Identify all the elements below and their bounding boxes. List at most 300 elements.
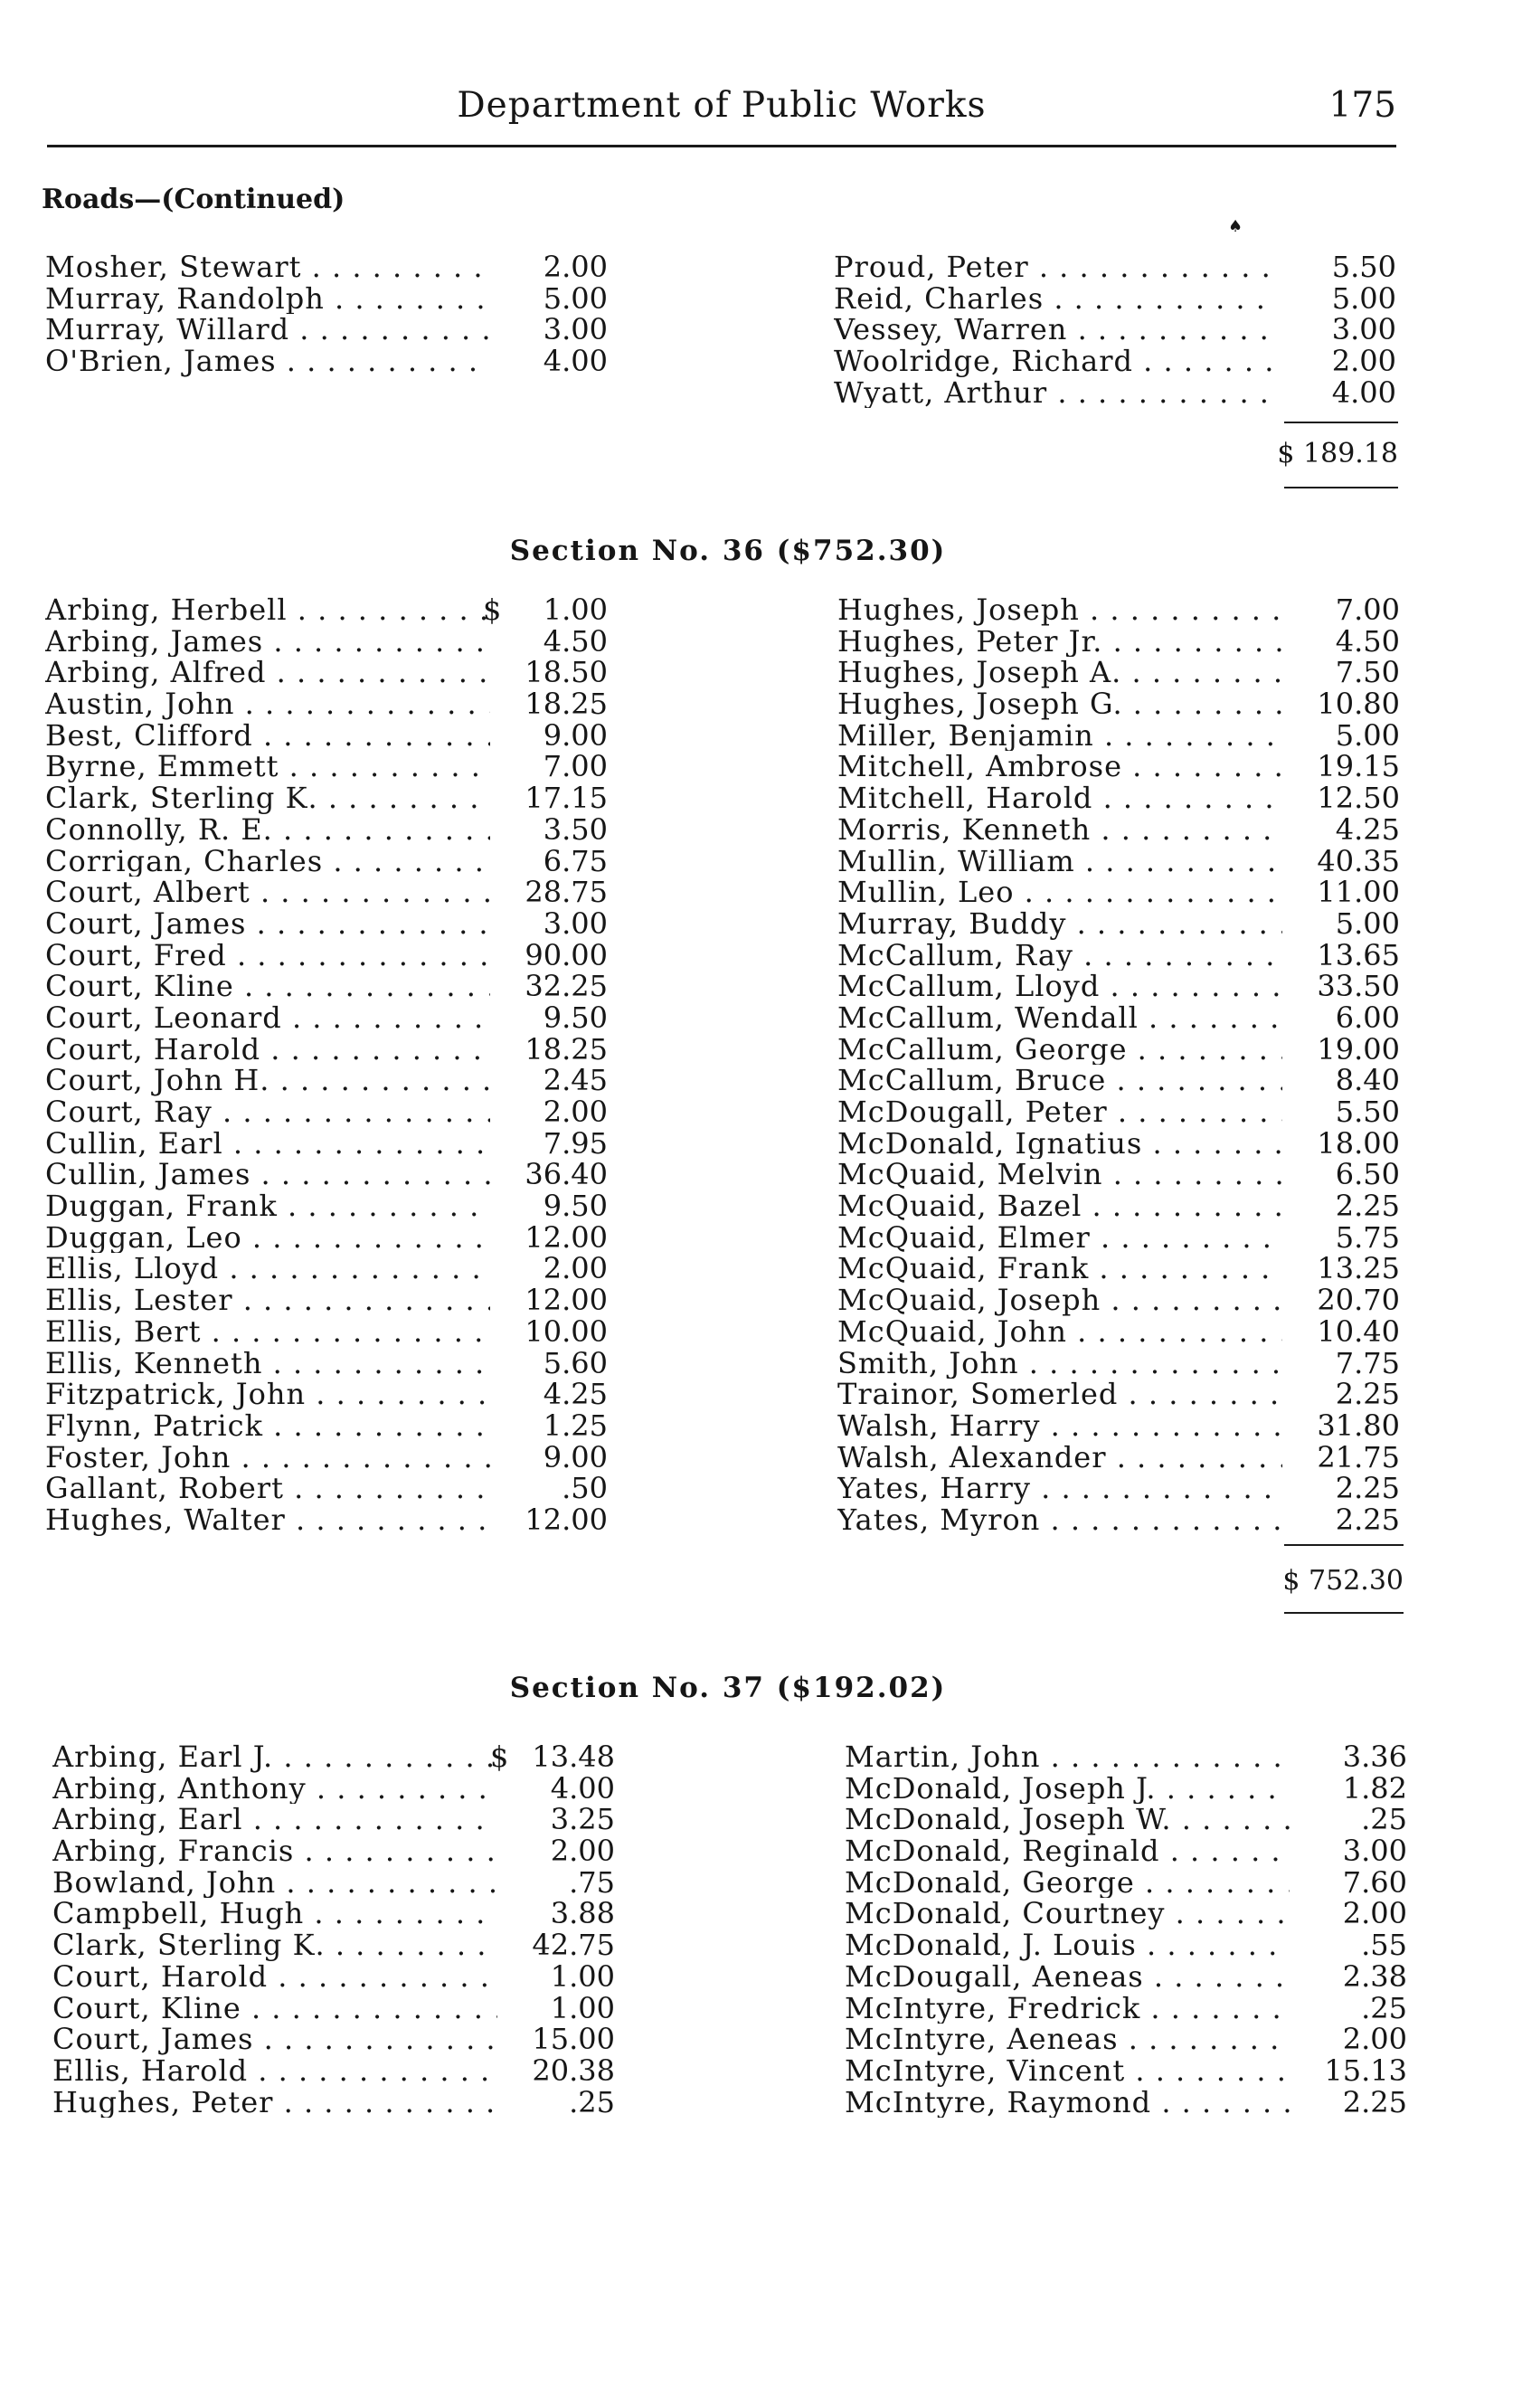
payee-name: Clark, Sterling K. . . . — [52, 1929, 497, 1961]
payment-amount: 15.13 — [1324, 2052, 1407, 2088]
payment-amount: 7.50 — [1335, 655, 1400, 690]
payee-name: Murray, Randolph . . . — [45, 283, 490, 315]
payment-amount: 3.00 — [543, 312, 608, 347]
payee-name: Woolridge, Richard . . . — [834, 346, 1279, 377]
payee-name: McCallum, Wendall . . . — [837, 1002, 1282, 1034]
payment-amount: 10.80 — [1317, 687, 1400, 722]
payment-amount: 18.25 — [525, 687, 608, 722]
ledger-row — [837, 1379, 1407, 1410]
payee-name: McDonald, Reginald . . . — [845, 1835, 1290, 1867]
roads-right-column — [834, 251, 1404, 408]
payment-amount: 18.00 — [1317, 1125, 1400, 1161]
ledger-row — [837, 717, 1407, 753]
payment-amount: 2.25 — [1335, 1502, 1400, 1537]
payee-name: Mullin, William . . . — [837, 846, 1282, 877]
payee-name: Arbing, Anthony . . . — [52, 1773, 497, 1805]
section-36-total-rule — [1284, 1544, 1404, 1546]
payee-name: McQuaid, Joseph . . . — [837, 1285, 1282, 1316]
ledger-row — [45, 1439, 615, 1474]
payment-amount: 33.50 — [1317, 969, 1400, 1004]
payee-name: Clark, Sterling K. . . . — [45, 782, 490, 814]
payment-amount: 40.35 — [1317, 843, 1400, 878]
ledger-row — [837, 1002, 1407, 1034]
ledger-row — [837, 1345, 1407, 1380]
payee-name: McIntyre, Raymond . . . — [845, 2087, 1290, 2119]
payee-name: Smith, John . . . — [837, 1348, 1282, 1379]
payee-name: Hughes, Walter . . . — [45, 1504, 490, 1536]
payment-amount: 5.60 — [543, 1345, 608, 1380]
ledger-row — [845, 2084, 1414, 2119]
payee-name: Yates, Myron . . . — [837, 1504, 1282, 1536]
payee-name: Court, Kline . . . — [52, 1993, 497, 2024]
payment-amount: 12.50 — [1317, 781, 1400, 816]
payee-name: McCallum, Lloyd . . . — [837, 971, 1282, 1002]
payee-name: McDonald, George . . . — [845, 1867, 1290, 1899]
ledger-row — [837, 782, 1407, 814]
payee-name: Duggan, Frank . . . — [45, 1190, 490, 1222]
payment-amount: 2.00 — [1342, 1896, 1407, 1931]
section-37-left-column — [52, 1741, 622, 2118]
payment-amount: 36.40 — [525, 1157, 608, 1192]
payment-amount: 2.25 — [1342, 2084, 1407, 2119]
payee-name: Ellis, Lloyd . . . — [45, 1253, 490, 1285]
payment-amount: 1.00 — [550, 1958, 615, 1994]
section-36-heading: Section No. 36 ($752.30) — [509, 535, 947, 567]
payee-name: Hughes, Peter . . . — [52, 2087, 497, 2119]
payment-amount: .25 — [1361, 1990, 1407, 2025]
payment-amount: 2.00 — [543, 1095, 608, 1129]
payment-amount: 2.25 — [1335, 1189, 1400, 1224]
ledger-row — [837, 1410, 1407, 1442]
ledger-row — [52, 2024, 622, 2055]
payee-name: McDonald, J. Louis . . . — [845, 1929, 1290, 1961]
roads-continued-heading: Roads—(Continued) — [42, 184, 345, 215]
payment-amount: 3.50 — [543, 811, 608, 847]
payment-amount: 3.25 — [550, 1802, 615, 1837]
payment-amount: 3.00 — [543, 905, 608, 941]
ledger-row — [45, 751, 615, 782]
dollar-sign: $ — [483, 593, 502, 627]
payee-name: McQuaid, Elmer . . . — [837, 1222, 1282, 1254]
ledger-row — [45, 1002, 615, 1034]
payment-amount: 32.25 — [525, 969, 608, 1004]
payee-name: Arbing, Francis . . . — [52, 1835, 497, 1867]
payee-name: McCallum, Ray . . . — [837, 940, 1282, 972]
payee-name: McCallum, Bruce . . . — [837, 1065, 1282, 1096]
payee-name: Corrigan, Charles . . . — [45, 846, 490, 877]
payment-amount: .55 — [1361, 1928, 1407, 1963]
ledger-row — [837, 811, 1407, 847]
payment-amount: 4.00 — [1331, 374, 1396, 410]
payee-name: Mosher, Stewart . . . — [45, 251, 490, 283]
payment-amount: 8.40 — [1335, 1063, 1400, 1098]
ledger-row — [52, 2052, 622, 2088]
page-header — [47, 80, 1396, 147]
payee-name: Arbing, James . . . — [45, 626, 490, 658]
ledger-row — [45, 843, 615, 878]
payee-name: Ellis, Kenneth . . . — [45, 1348, 490, 1379]
payment-amount: 90.00 — [525, 937, 608, 972]
payment-amount: 2.25 — [1335, 1377, 1400, 1412]
payment-amount: 13.48 — [532, 1740, 615, 1774]
ledger-row — [45, 280, 615, 316]
ledger-row — [834, 374, 1404, 410]
payment-amount: 4.25 — [543, 1377, 608, 1412]
ledger-row — [45, 594, 615, 626]
ledger-row — [52, 1990, 622, 2025]
payee-name: McDonald, Joseph W. . . . — [845, 1804, 1290, 1835]
ledger-row — [45, 1313, 615, 1349]
ledger-row — [837, 843, 1407, 878]
section-37-right-column — [845, 1741, 1414, 2118]
ledger-row — [845, 1958, 1414, 1994]
section-36-total: $ 752.30 — [1282, 1565, 1404, 1597]
payment-amount: 5.00 — [543, 280, 608, 316]
payee-name: Trainor, Somerled . . . — [837, 1379, 1282, 1410]
payment-amount: 2.00 — [1342, 2022, 1407, 2057]
payment-amount: 2.00 — [543, 250, 608, 284]
ledger-row — [45, 1473, 615, 1504]
payee-name: Walsh, Harry . . . — [837, 1410, 1282, 1442]
ledger-row — [837, 1190, 1407, 1222]
ledger-row — [837, 657, 1407, 688]
payee-name: Ellis, Harold . . . — [52, 2055, 497, 2087]
payment-amount: 9.50 — [543, 1189, 608, 1224]
ledger-row — [52, 1958, 622, 1994]
page-number: 175 — [1328, 85, 1396, 126]
payee-name: Court, James . . . — [45, 908, 490, 940]
payment-amount: 4.50 — [543, 623, 608, 659]
payment-amount: 2.00 — [1331, 344, 1396, 379]
payee-name: Gallant, Robert . . . — [45, 1473, 490, 1504]
payment-amount: 4.50 — [1335, 623, 1400, 659]
payee-name: Morris, Kenneth . . . — [837, 814, 1282, 846]
ledger-row — [834, 280, 1404, 316]
payment-amount: 6.75 — [543, 843, 608, 878]
payment-amount: 5.00 — [1335, 717, 1400, 753]
section-36-right-column — [837, 594, 1407, 1536]
payment-amount: .50 — [562, 1471, 608, 1506]
payment-amount: 6.00 — [1335, 1000, 1400, 1035]
ledger-row — [45, 782, 615, 814]
page-title: Department of Public Works — [457, 85, 987, 126]
payment-amount: 3.36 — [1342, 1740, 1407, 1774]
payment-amount: 19.00 — [1317, 1031, 1400, 1067]
payment-amount: 3.00 — [1331, 312, 1396, 347]
payee-name: Murray, Willard . . . — [45, 314, 490, 346]
payee-name: McQuaid, Melvin . . . — [837, 1159, 1282, 1190]
roads-left-column — [45, 251, 615, 377]
payee-name: McIntyre, Fredrick . . . — [845, 1993, 1290, 2024]
ledger-row — [837, 623, 1407, 659]
payment-amount: 1.82 — [1342, 1770, 1407, 1806]
payee-name: McIntyre, Vincent . . . — [845, 2055, 1290, 2087]
payment-amount: 7.00 — [1335, 593, 1400, 627]
payee-name: Foster, John . . . — [45, 1442, 490, 1474]
payment-amount: 1.00 — [543, 593, 608, 627]
payee-name: McDonald, Ignatius . . . — [837, 1128, 1282, 1160]
ledger-row — [837, 1473, 1407, 1504]
payee-name: McQuaid, Frank . . . — [837, 1253, 1282, 1285]
ledger-row — [45, 1031, 615, 1067]
ledger-row — [45, 623, 615, 659]
payment-amount: 17.15 — [525, 781, 608, 816]
ledger-row — [845, 1804, 1414, 1835]
ledger-row — [45, 1219, 615, 1255]
payee-name: Court, Harold . . . — [45, 1034, 490, 1066]
payee-name: Best, Clifford . . . — [45, 720, 490, 752]
payee-name: Court, Kline . . . — [45, 971, 490, 1002]
payment-amount: 2.25 — [1335, 1471, 1400, 1506]
payee-name: Miller, Benjamin . . . — [837, 720, 1282, 752]
payee-name: Hughes, Joseph A. . . . — [837, 657, 1282, 688]
payment-amount: 2.00 — [543, 1251, 608, 1286]
ledger-row — [52, 1929, 622, 1961]
payment-amount: 12.00 — [525, 1219, 608, 1255]
payee-name: Mullin, Leo . . . — [837, 877, 1282, 908]
payment-amount: 9.00 — [543, 1439, 608, 1474]
ledger-row — [837, 1219, 1407, 1255]
payee-name: Court, Ray . . . — [45, 1096, 490, 1128]
payee-name: McQuaid, Bazel . . . — [837, 1190, 1282, 1222]
ledger-row — [45, 1253, 615, 1285]
payee-name: Cullin, Earl . . . — [45, 1128, 490, 1160]
ledger-row — [45, 1504, 615, 1536]
ledger-row — [45, 717, 615, 753]
payee-name: McDonald, Joseph J. . . . — [845, 1773, 1290, 1805]
ledger-row — [45, 937, 615, 972]
payment-amount: 18.50 — [525, 655, 608, 690]
payment-amount: 13.25 — [1317, 1251, 1400, 1286]
payment-amount: 4.00 — [543, 344, 608, 379]
payment-amount: 9.00 — [543, 717, 608, 753]
ledger-row — [845, 2024, 1414, 2055]
payment-amount: 20.70 — [1317, 1283, 1400, 1318]
section-36-total-underline — [1284, 1612, 1404, 1614]
payment-amount: 7.75 — [1335, 1345, 1400, 1380]
ledger-row — [837, 688, 1407, 720]
ledger-row — [45, 877, 615, 908]
ledger-row — [845, 1864, 1414, 1900]
payee-name: Fitzpatrick, John . . . — [45, 1379, 490, 1410]
payment-amount: 4.25 — [1335, 811, 1400, 847]
payment-amount: 6.50 — [1335, 1157, 1400, 1192]
payment-amount: 12.00 — [525, 1283, 608, 1318]
payee-name: McCallum, George . . . — [837, 1034, 1282, 1066]
payee-name: McDougall, Aeneas . . . — [845, 1961, 1290, 1993]
payment-amount: 5.00 — [1331, 280, 1396, 316]
ledger-row — [52, 1741, 622, 1773]
payee-name: Court, James . . . — [52, 2024, 497, 2055]
payee-name: Hughes, Joseph . . . — [837, 594, 1282, 626]
ledger-row — [837, 1313, 1407, 1349]
payment-amount: 10.40 — [1317, 1313, 1400, 1349]
ledger-row — [837, 1065, 1407, 1096]
payment-amount: 13.65 — [1317, 937, 1400, 972]
payee-name: Wyatt, Arthur . . . — [834, 377, 1279, 409]
payee-name: Flynn, Patrick . . . — [45, 1410, 490, 1442]
payee-name: Hughes, Joseph G. . . . — [837, 688, 1282, 720]
payment-amount: 28.75 — [525, 875, 608, 910]
ledger-row — [52, 1770, 622, 1806]
ledger-row — [45, 811, 615, 847]
payment-amount: 2.45 — [543, 1063, 608, 1098]
ledger-row — [845, 1929, 1414, 1961]
payee-name: Murray, Buddy . . . — [837, 908, 1282, 940]
payee-name: Proud, Peter . . . — [834, 251, 1279, 283]
payee-name: Court, Harold . . . — [52, 1961, 497, 1993]
payee-name: Yates, Harry . . . — [837, 1473, 1282, 1504]
payee-name: Court, Albert . . . — [45, 877, 490, 908]
ledger-row — [45, 1379, 615, 1410]
payee-name: Austin, John . . . — [45, 688, 490, 720]
ledger-row — [45, 251, 615, 283]
payment-amount: .25 — [1361, 1802, 1407, 1837]
ledger-row — [45, 314, 615, 346]
ledger-row — [45, 971, 615, 1002]
ledger-row — [837, 905, 1407, 941]
payee-name: Court, Fred . . . — [45, 940, 490, 972]
ledger-row — [837, 1031, 1407, 1067]
payee-name: McDougall, Peter . . . — [837, 1096, 1282, 1128]
payment-amount: 10.00 — [525, 1313, 608, 1349]
payment-amount: 3.88 — [550, 1896, 615, 1931]
payment-amount: 5.50 — [1335, 1095, 1400, 1129]
ledger-row — [837, 877, 1407, 908]
payment-amount: 1.25 — [543, 1408, 608, 1443]
payment-amount: 5.75 — [1335, 1219, 1400, 1255]
ledger-row — [837, 971, 1407, 1002]
ledger-row — [45, 1345, 615, 1380]
roads-total-rule — [1284, 422, 1398, 423]
payee-name: Arbing, Alfred . . . — [45, 657, 490, 688]
ledger-row — [45, 346, 615, 377]
payment-amount: 20.38 — [532, 2052, 615, 2088]
payee-name: Bowland, John . . . — [52, 1867, 497, 1899]
payee-name: McDonald, Courtney . . . — [845, 1898, 1290, 1929]
payee-name: O'Brien, James . . . — [45, 346, 490, 377]
payment-amount: .75 — [569, 1864, 615, 1900]
payment-amount: 3.00 — [1342, 1834, 1407, 1869]
payment-amount: 11.00 — [1317, 875, 1400, 910]
ledger-row — [845, 1835, 1414, 1867]
roads-total-underline — [1284, 487, 1398, 488]
payee-name: Court, Leonard . . . — [45, 1002, 490, 1034]
payee-name: Duggan, Leo . . . — [45, 1222, 490, 1254]
ledger-row — [45, 1285, 615, 1316]
ledger-row — [837, 1096, 1407, 1128]
ledger-row — [837, 1439, 1407, 1474]
payee-name: Reid, Charles . . . — [834, 283, 1279, 315]
ledger-row — [45, 1410, 615, 1442]
payment-amount: 19.15 — [1317, 749, 1400, 784]
ledger-row — [837, 1159, 1407, 1190]
payee-name: Hughes, Peter Jr. . . . — [837, 626, 1282, 658]
ledger-row — [845, 2052, 1414, 2088]
ledger-row — [837, 1285, 1407, 1316]
payee-name: McIntyre, Aeneas . . . — [845, 2024, 1290, 2055]
payment-amount: 12.00 — [525, 1502, 608, 1537]
ledger-row — [845, 1741, 1414, 1773]
ledger-row — [837, 594, 1407, 626]
payment-amount: 1.00 — [550, 1990, 615, 2025]
payment-amount: 7.00 — [543, 749, 608, 784]
payee-name: Byrne, Emmett . . . — [45, 751, 490, 782]
ledger-row — [837, 1125, 1407, 1161]
ledger-row — [52, 1804, 622, 1835]
payee-name: Mitchell, Harold . . . — [837, 782, 1282, 814]
payee-name: Arbing, Earl . . . — [52, 1804, 497, 1835]
ledger-row — [834, 346, 1404, 377]
payment-amount: 2.38 — [1342, 1958, 1407, 1994]
payment-amount: 7.95 — [543, 1125, 608, 1161]
ledger-row — [45, 1190, 615, 1222]
payee-name: Campbell, Hugh . . . — [52, 1898, 497, 1929]
ledger-row — [45, 1096, 615, 1128]
roads-total: $ 189.18 — [1277, 438, 1398, 469]
ledger-row — [52, 1835, 622, 1867]
payment-amount: 18.25 — [525, 1031, 608, 1067]
dollar-sign: $ — [490, 1740, 509, 1774]
ledger-row — [845, 1770, 1414, 1806]
payee-name: Cullin, James . . . — [45, 1159, 490, 1190]
payment-amount: 7.60 — [1342, 1864, 1407, 1900]
payment-amount: 42.75 — [532, 1928, 615, 1963]
ledger-row — [834, 314, 1404, 346]
payment-amount: .25 — [569, 2084, 615, 2119]
ledger-row — [837, 937, 1407, 972]
ledger-row — [45, 1125, 615, 1161]
payment-amount: 4.00 — [550, 1770, 615, 1806]
payee-name: Arbing, Herbell . . . — [45, 594, 490, 626]
payment-amount: 5.50 — [1331, 250, 1396, 284]
payment-amount: 15.00 — [532, 2022, 615, 2057]
payee-name: Mitchell, Ambrose . . . — [837, 751, 1282, 782]
payment-amount: 2.00 — [550, 1834, 615, 1869]
payment-amount: 9.50 — [543, 1000, 608, 1035]
ledger-row — [45, 657, 615, 688]
payee-name: Ellis, Lester . . . — [45, 1285, 490, 1316]
ledger-row — [837, 1504, 1407, 1536]
payee-name: McQuaid, John . . . — [837, 1316, 1282, 1348]
ledger-row — [52, 1864, 622, 1900]
ledger-row — [52, 1898, 622, 1929]
ledger-row — [45, 1159, 615, 1190]
section-37-heading: Section No. 37 ($192.02) — [509, 1672, 947, 1704]
ledger-row — [837, 751, 1407, 782]
payee-name: Arbing, Earl J. . . . — [52, 1741, 497, 1773]
section-36-left-column — [45, 594, 615, 1536]
ledger-row — [834, 251, 1404, 283]
ink-mark: ♠ — [1228, 217, 1243, 236]
payment-amount: 5.00 — [1335, 905, 1400, 941]
ledger-row — [845, 1898, 1414, 1929]
payee-name: Ellis, Bert . . . — [45, 1316, 490, 1348]
payee-name: Walsh, Alexander . . . — [837, 1442, 1282, 1474]
ledger-row — [845, 1990, 1414, 2025]
payee-name: Martin, John . . . — [845, 1741, 1290, 1773]
ledger-row — [45, 688, 615, 720]
ledger-row — [45, 1065, 615, 1096]
payment-amount: 21.75 — [1317, 1439, 1400, 1474]
ledger-row — [45, 905, 615, 941]
payee-name: Vessey, Warren . . . — [834, 314, 1279, 346]
payee-name: Connolly, R. E. . . . — [45, 814, 490, 846]
ledger-row — [52, 2084, 622, 2119]
ledger-row — [837, 1253, 1407, 1285]
payee-name: Court, John H. . . . — [45, 1065, 490, 1096]
payment-amount: 31.80 — [1317, 1408, 1400, 1443]
